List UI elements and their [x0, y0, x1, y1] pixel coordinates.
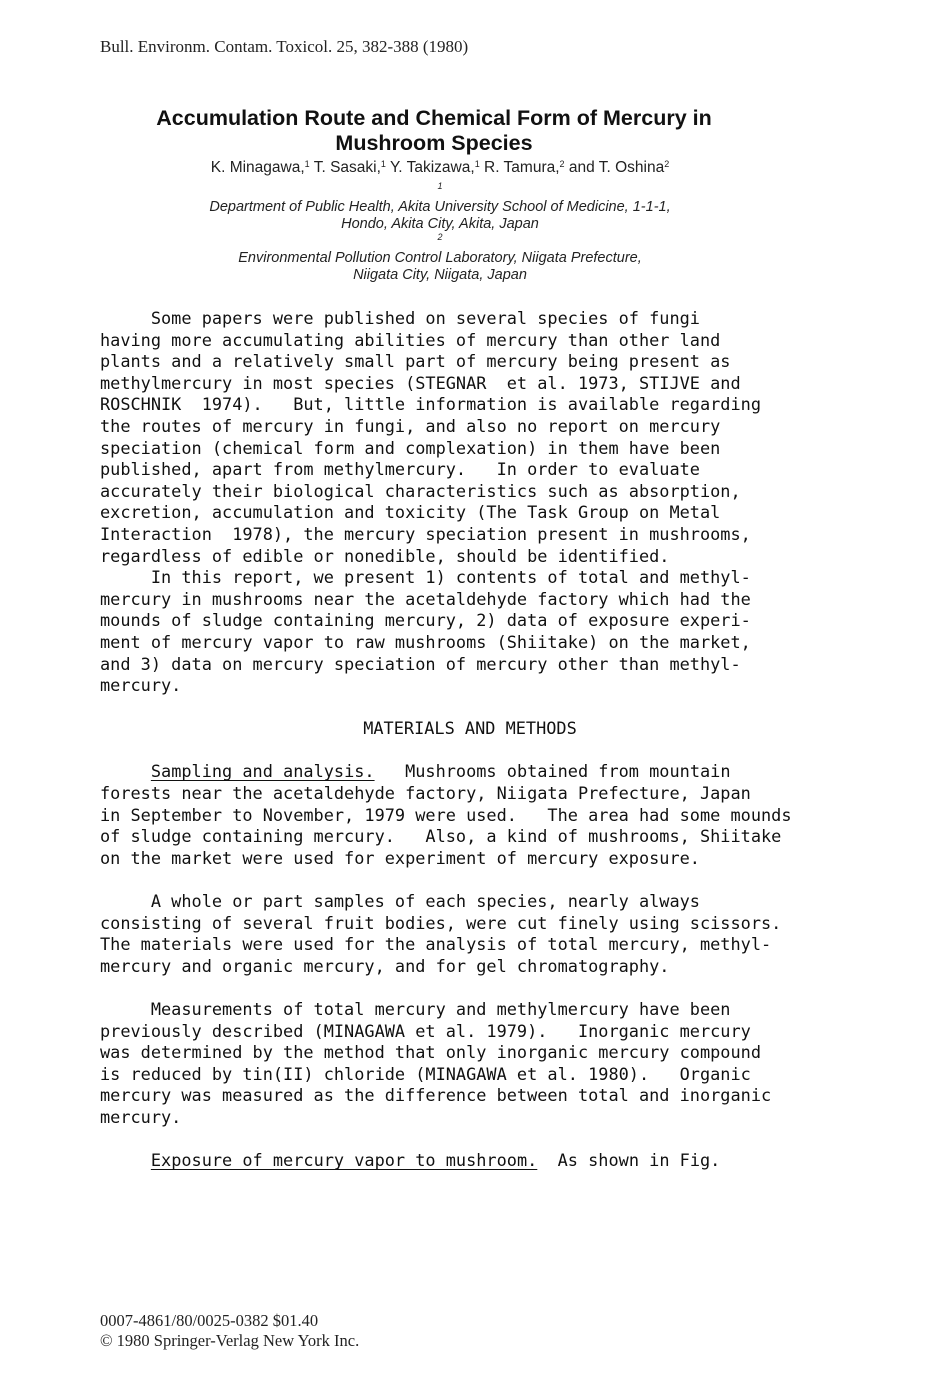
title-line: Mushroom Species	[335, 131, 533, 155]
text-line	[100, 761, 840, 783]
copyright-line: © 1980 Springer-Verlag New York Inc.	[100, 1331, 360, 1350]
spacer	[100, 1129, 840, 1151]
affiliations	[0, 182, 880, 284]
title-line: Accumulation Route and Chemical Form of Mercury in	[156, 106, 712, 130]
author-name: Y. Takizawa,	[385, 159, 475, 176]
text-line: mercury and organic mercury, and for gel chromatography.	[100, 955, 670, 976]
text-line: having more accumulating abilities of mercury than other land	[100, 329, 721, 350]
text-line: Interaction 1978), the mercury speciation present in mushrooms,	[100, 523, 751, 544]
author-affil-mark: 2	[559, 159, 565, 169]
author-list	[0, 159, 880, 177]
author-affil-mark: 2	[664, 159, 670, 169]
subsection-heading: Sampling and analysis.	[150, 761, 375, 782]
section-heading: MATERIALS AND METHODS	[363, 718, 577, 739]
text-line: of sludge containing mercury. Also, a kind of mushrooms, Shiitake	[100, 826, 782, 847]
body-text	[100, 308, 840, 1172]
sampling-paragraph	[100, 761, 840, 869]
copyright-footer	[100, 1311, 359, 1351]
text-line: in September to November, 1979 were used. The area had some mounds	[100, 804, 792, 825]
affiliation-line	[0, 182, 880, 216]
affil-mark: 1	[437, 181, 443, 191]
text-line: speciation (chemical form and complexation) in them have been	[100, 437, 721, 458]
spacer	[100, 697, 840, 719]
text-line: the routes of mercury in fungi, and also no report on mercury	[100, 415, 721, 436]
text-line: ment of mercury vapor to raw mushrooms (Shiitake) on the market,	[100, 631, 751, 652]
paper-title	[0, 106, 868, 156]
subsection-heading: Exposure of mercury vapor to mushroom.	[150, 1150, 538, 1171]
affiliation-text: Department of Public Health, Akita University School of Medicine, 1-1-1,	[209, 199, 671, 215]
text-line: excretion, accumulation and toxicity (The Task Group on Metal	[100, 502, 721, 523]
spacer	[100, 740, 840, 762]
text-line: A whole or part samples of each species, nearly always	[100, 891, 700, 912]
text-line: Measurements of total mercury and methylmercury have been	[100, 999, 731, 1019]
author-name: R. Tamura,	[479, 159, 560, 176]
text-line: mercury in mushrooms near the acetaldehyde factory which had the	[100, 588, 751, 609]
affiliation-text: Environmental Pollution Control Laboratory, Niigata Prefecture,	[238, 250, 642, 266]
line-rest: Mushrooms obtained from mountain	[374, 761, 731, 782]
author-affil-mark: 1	[304, 159, 310, 169]
text-line: The materials were used for the analysis of total mercury, methyl-	[100, 934, 772, 955]
text-line: mercury was measured as the difference between total and inorganic	[100, 1085, 772, 1106]
author-name: T. Sasaki,	[309, 159, 381, 176]
text-line: plants and a relatively small part of mercury being present as	[100, 351, 731, 372]
text-line: methylmercury in most species (STEGNAR et al. 1973, STIJVE and	[100, 372, 741, 393]
author-affil-mark: 1	[474, 159, 480, 169]
text-line: published, apart from methylmercury. In order to evaluate	[100, 459, 700, 480]
journal-citation: Bull. Environm. Contam. Toxicol. 25, 382-388 (1980)	[100, 37, 469, 56]
affiliation-text: Niigata City, Niigata, Japan	[353, 267, 527, 283]
price-code: 0007-4861/80/0025-0382 $01.40	[100, 1311, 319, 1330]
author-name: and T. Oshina	[564, 159, 665, 176]
spacer	[100, 977, 840, 999]
text-line: and 3) data on mercury speciation of mercury other than methyl-	[100, 653, 741, 674]
text-line: mercury.	[100, 675, 182, 696]
text-line: ROSCHNIK 1974). But, little information is available regarding	[100, 394, 761, 415]
text-line: previously described (MINAGAWA et al. 1979). Inorganic mercury	[100, 1020, 751, 1041]
intro-paragraphs	[100, 308, 840, 697]
text-line: was determined by the method that only inorganic mercury compound	[100, 1042, 761, 1063]
indent	[100, 1150, 151, 1170]
samples-paragraph	[100, 891, 840, 977]
text-line: is reduced by tin(II) chloride (MINAGAWA et al. 1980). Organic	[100, 1063, 751, 1084]
text-line: mercury.	[100, 1106, 182, 1127]
text-line: In this report, we present 1) contents of total and methyl-	[100, 567, 751, 588]
author-affil-mark: 1	[380, 159, 386, 169]
text-line: Some papers were published on several species of fungi	[100, 308, 700, 328]
text-line: mounds of sludge containing mercury, 2) data of exposure experi-	[100, 610, 751, 631]
text-line: forests near the acetaldehyde factory, Niigata Prefecture, Japan	[100, 783, 751, 804]
affiliation-line	[0, 267, 880, 284]
affil-mark: 2	[437, 232, 443, 242]
exposure-paragraph	[100, 1150, 840, 1172]
author-name: K. Minagawa,	[210, 159, 305, 176]
text-line: regardless of edible or nonedible, should be identified.	[100, 545, 670, 566]
affiliation-line	[0, 216, 880, 233]
affiliation-text: Hondo, Akita City, Akita, Japan	[341, 216, 539, 232]
measurements-paragraph	[100, 999, 840, 1129]
spacer	[100, 869, 840, 891]
text-line: on the market were used for experiment of mercury exposure.	[100, 847, 700, 868]
line-rest: As shown in Fig.	[537, 1150, 721, 1171]
text-line: accurately their biological characteristics such as absorption,	[100, 480, 741, 501]
indent	[100, 761, 151, 781]
text-line: consisting of several fruit bodies, were cut finely using scissors.	[100, 912, 782, 933]
affiliation-line	[0, 233, 880, 267]
